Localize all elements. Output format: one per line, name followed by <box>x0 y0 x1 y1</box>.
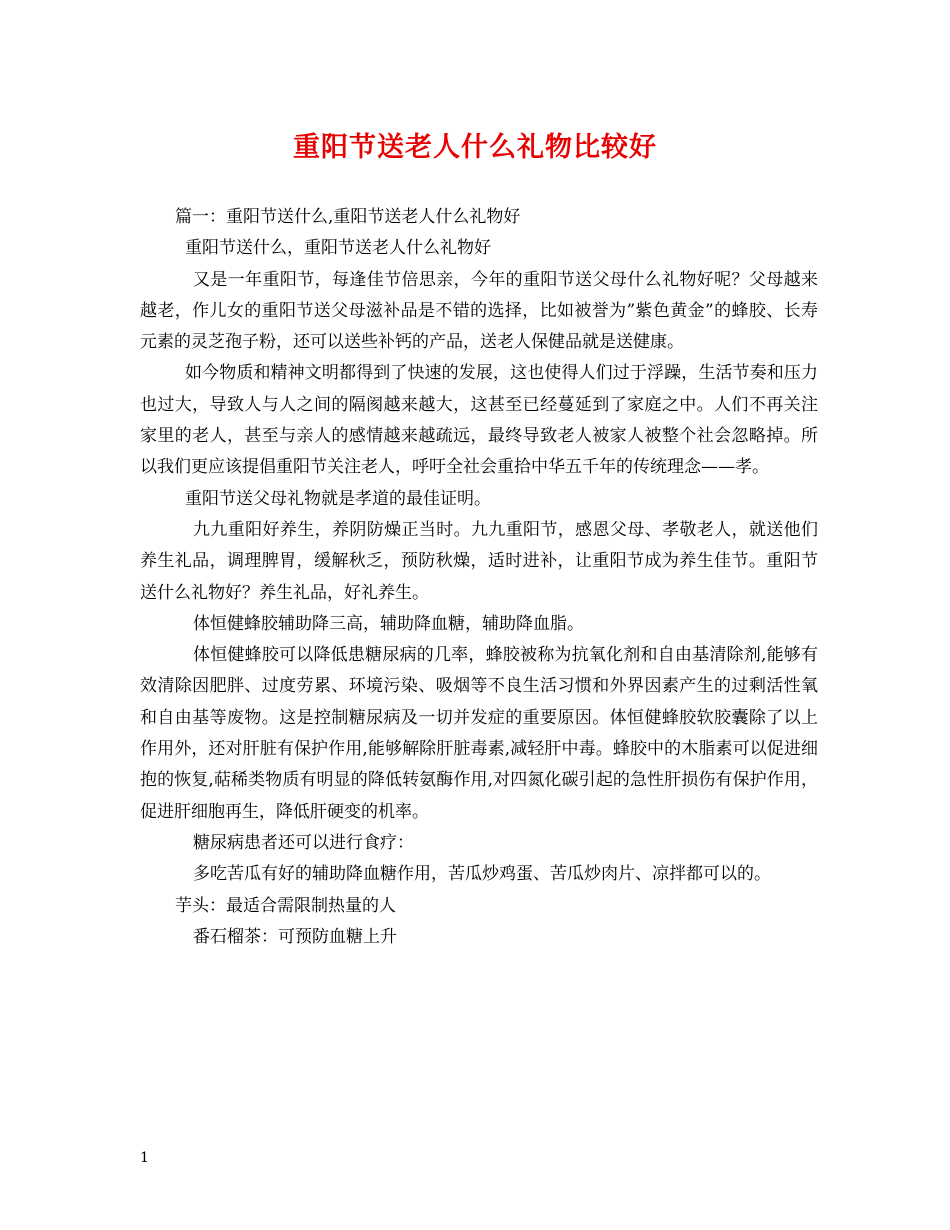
document-title: 重阳节送老人什么礼物比较好 <box>293 132 657 163</box>
paragraph-6: 九九重阳好养生，养阴防燥正当时。九九重阳节，感恩父母、孝敬老人，就送他们养生礼品，调理脾胃，缓解秋乏，预防秋燥，适时进补，让重阳节成为养生佳节。重阳节送什么礼物好？养生礼品，好礼养生。 <box>140 519 818 603</box>
paragraph-12: 番石榴茶：可预防血糖上升 <box>193 926 397 947</box>
document-body <box>140 202 818 953</box>
page-number: 1 <box>140 1150 149 1166</box>
paragraph-11: 芋头：最适合需限制热量的人 <box>175 895 396 916</box>
paragraph-2: 重阳节送什么，重阳节送老人什么礼物好 <box>185 238 491 259</box>
paragraph-4: 如今物质和精神文明都得到了快速的发展，这也使得人们过于浮躁，生活节奏和压力也过大，导致人与人之间的隔阂越来越大，这甚至已经蔓延到了家庭之中。人们不再关注家里的老人，甚至与亲人的感情越来越疏远，最终导致老人被家人被整个社会忽略掉。所以我们更应该提倡重阳节关注老人，呼吁全社会重拾中华五千年的传统理念——孝。 <box>140 363 818 478</box>
paragraph-9: 糖尿病患者还可以进行食疗： <box>193 832 414 853</box>
paragraph-5: 重阳节送父母礼物就是孝道的最佳证明。 <box>185 488 491 509</box>
paragraph-7: 体恒健蜂胶辅助降三高，辅助降血糖，辅助降血脂。 <box>193 613 584 634</box>
paragraph-8: 体恒健蜂胶可以降低患糖尿病的几率，蜂胶被称为抗氧化剂和自由基清除剂,能够有效清除因肥胖、过度劳累、环境污染、吸烟等不良生活习惯和外界因素产生的过剩活性氧和自由基等废物。这是控制糖尿病及一切并发症的重要原因。体恒健蜂胶软胶囊除了以上作用外，还对肝脏有保护作用,能够解除肝脏毒素,减轻肝中毒。蜂胶中的木脂素可以促进细抱的恢复,萜稀类物质有明显的降低转氨酶作用,对四氮化碳引起的急性肝损伤有保护作用，促进肝细胞再生，降低肝硬变的机率。 <box>140 645 818 822</box>
paragraph-10: 多吃苦瓜有好的辅助降血糖作用，苦瓜炒鸡蛋、苦瓜炒肉片、凉拌都可以的。 <box>193 864 771 885</box>
paragraph-1: 篇一：重阳节送什么,重阳节送老人什么礼物好 <box>175 207 521 227</box>
paragraph-3: 又是一年重阳节，每逢佳节倍思亲，今年的重阳节送父母什么礼物好呢？父母越来越老，作儿女的重阳节送父母滋补品是不错的选择，比如被誉为”紫色黄金”的蜂胶、长寿元素的灵芝孢子粉，还可以送些补钙的产品，送老人保健品就是送健康。 <box>140 269 818 353</box>
